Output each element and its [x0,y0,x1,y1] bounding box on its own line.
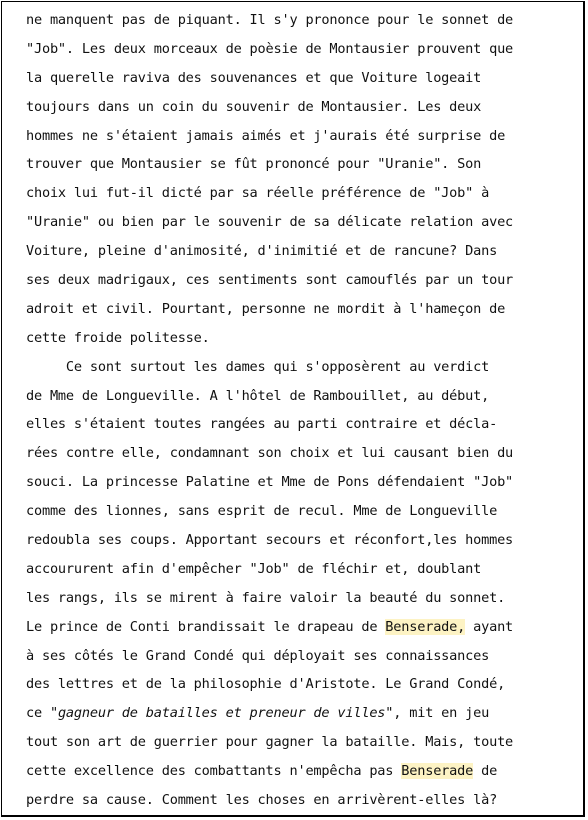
text-line: adroit et civil. Pourtant, personne ne mordit à l'hameçon de [26,300,506,317]
text-line [26,757,566,786]
text-line: hommes ne s'étaient jamais aimés et j'aurais été surprise de [26,127,506,144]
text-line [26,613,566,642]
text-line: souci. La princesse Palatine et Mme de Pons défendaient "Job" [26,474,514,491]
highlighted-name: Benserade, [385,618,466,635]
text-line: choix lui fut-il dicté par sa réelle préférence de "Job" à [26,185,490,202]
italic-quote: gagneur de batailles et preneur de villes [57,705,386,722]
text-segment: ", mit en jeu [385,705,490,722]
text-segment: ce " [26,705,58,722]
text-line: Voiture, pleine d'animosité, d'inimitié et de rancune? Dans [26,243,498,260]
text-line: "Job". Les deux morceaux de poèsie de Montausier prouvent que [26,40,514,57]
highlighted-name: Benserade [401,763,474,780]
text-line: de Mme de Longueville. A l'hôtel de Rambouillet, au début, [26,387,490,404]
text-line: ses deux madrigaux, ces sentiments sont camouflés par un tour [26,272,514,289]
text-line: elles s'étaient toutes rangées au parti contraire et décla- [26,416,498,433]
text-line: comme des lionnes, sans esprit de recul. Mme de Longueville [26,503,498,520]
text-line: accoururent afin d'empêcher "Job" de fléchir et, doublant [26,560,482,577]
text-line: à ses côtés le Grand Condé qui déployait ses connaissances [26,647,490,664]
text-segment: cette excellence des combattants n'empêcha pas [26,763,402,780]
text-line: trouver que Montausier se fût prononcé pour "Uranie". Son [26,156,482,173]
text-line: "Uranie" ou bien par le souvenir de sa délicate relation avec [26,214,514,231]
text-line: la querelle raviva des souvenances et que Voiture logeait [26,69,482,86]
text-line: toujours dans un coin du souvenir de Montausier. Les deux [26,98,482,115]
text-line: redoubla ses coups. Apportant secours et réconfort,les hommes [26,532,514,549]
text-line: perdre sa cause. Comment les choses en arrivèrent-elles là? [26,792,498,809]
text-segment: ayant [465,618,514,635]
text-segment: Le prince de Conti brandissait le drapeau de [26,618,386,635]
text-line [26,699,566,728]
text-line: tout son art de guerrier pour gagner la bataille. Mais, toute [26,734,514,751]
text-line: rées contre elle, condamnant son choix et lui causant bien du [26,445,514,462]
text-segment: de [473,763,498,780]
document-page [1,1,585,817]
text-line: les rangs, ils se mirent à faire valoir la beauté du sonnet. [26,589,506,606]
text-line: des lettres et de la philosophie d'Aristote. Le Grand Condé, [26,676,506,693]
text-line: ne manquent pas de piquant. Il s'y prononce pour le sonnet de [26,12,514,28]
body-text [26,6,566,815]
text-line: cette froide politesse. [26,329,210,346]
text-line: Ce sont surtout les dames qui s'opposèrent au verdict [26,358,490,375]
